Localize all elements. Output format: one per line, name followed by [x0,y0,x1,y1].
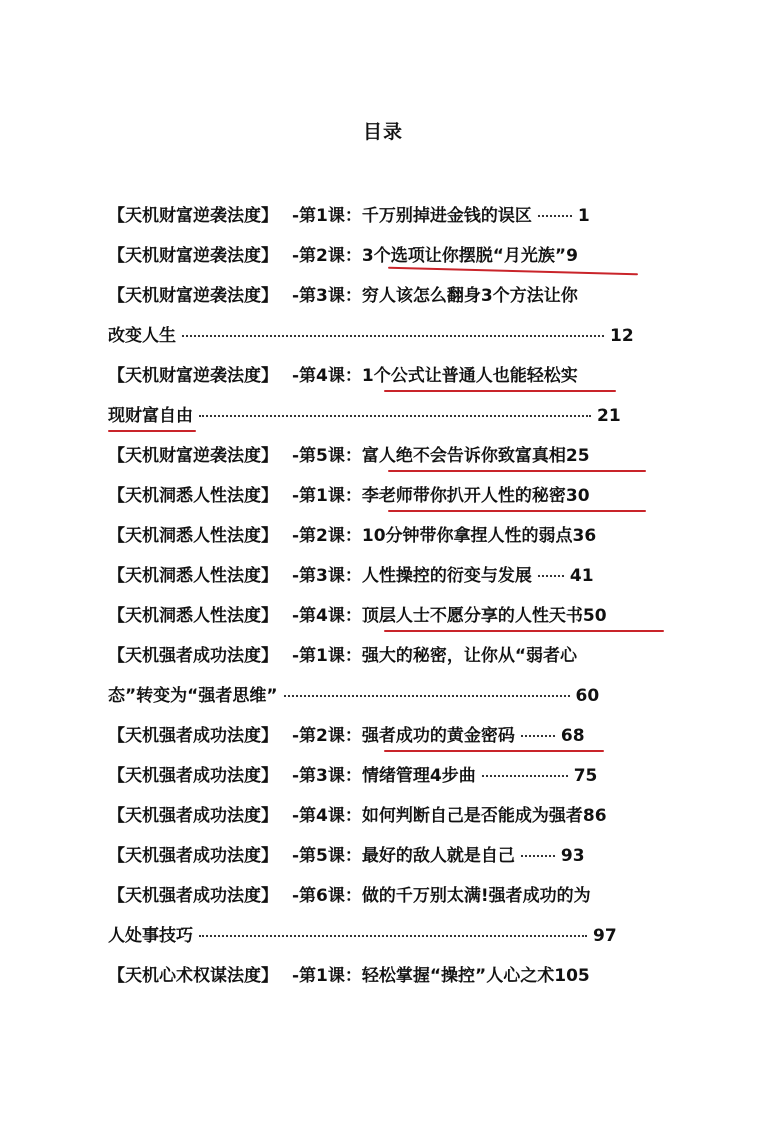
toc-entry-continuation[interactable] [108,316,668,356]
lesson-title: -第6课：做的千万别太满!强者成功的为 [292,886,591,906]
page-number: 9 [566,246,578,266]
lesson-title: -第1课：强大的秘密，让你从“弱者心 [292,646,578,666]
series-label: 【天机强者成功法度】 [108,726,278,746]
series-label: 【天机洞悉人性法度】 [108,566,278,586]
toc-entry[interactable] [108,956,668,996]
page-number: 25 [565,446,590,466]
series-label: 【天机洞悉人性法度】 [108,606,278,626]
red-underline [384,390,616,392]
series-label: 【天机财富逆袭法度】 [108,246,278,266]
page-number: 97 [593,926,617,946]
page-number: 41 [569,566,594,586]
lesson-title: -第2课：3个选项让你摆脱“月光族” [292,246,567,266]
page-number: 50 [582,606,607,626]
leader-dots [199,935,587,937]
leader-dots [538,215,572,217]
series-label: 【天机财富逆袭法度】 [108,366,278,386]
page-number: 1 [577,206,590,226]
lesson-title: -第4课：如何判断自己是否能成为强者 [292,806,583,826]
toc-entry[interactable] [108,556,668,596]
lesson-title: -第4课：1个公式让普通人也能轻松实 [292,366,578,386]
table-of-contents [108,196,668,996]
toc-entry[interactable] [108,196,668,236]
leader-dots [538,575,564,577]
red-underline [384,630,664,632]
toc-entry[interactable] [108,236,668,276]
leader-dots [182,335,604,337]
series-label: 【天机洞悉人性法度】 [108,486,278,506]
series-label: 【天机强者成功法度】 [108,646,278,666]
page-number: 21 [597,406,621,426]
lesson-title: -第1课：轻松掌握“操控”人心之术 [292,966,555,986]
lesson-title-continuation: 人处事技巧 [108,926,193,946]
series-label: 【天机心术权谋法度】 [108,966,278,986]
lesson-title: -第5课：最好的敌人就是自己 [292,846,515,866]
toc-entry[interactable] [108,796,668,836]
red-underline [388,267,638,276]
page-number: 93 [560,846,585,866]
lesson-title: -第5课：富人绝不会告诉你致富真相 [292,446,566,466]
series-label: 【天机财富逆袭法度】 [108,206,278,226]
page-title: 目录 [362,121,403,143]
toc-entry[interactable] [108,476,668,516]
red-underline [388,510,646,512]
page-number: 86 [582,806,607,826]
toc-entry[interactable] [108,276,668,316]
toc-entry[interactable] [108,836,668,876]
series-label: 【天机强者成功法度】 [108,846,278,866]
toc-entry[interactable] [108,636,668,676]
red-underline [108,430,196,432]
leader-dots [521,735,555,737]
lesson-title-continuation: 现财富自由 [108,406,193,426]
series-label: 【天机财富逆袭法度】 [108,446,278,466]
leader-dots [482,775,568,777]
lesson-title: -第3课：穷人该怎么翻身3个方法让你 [292,286,578,306]
red-underline [384,750,604,752]
page-number: 36 [572,526,597,546]
lesson-title-continuation: 态”转变为“强者思维” [108,686,278,706]
lesson-title: -第1课：千万别掉进金钱的误区 [292,206,532,226]
page-number: 75 [573,766,598,786]
toc-entry-continuation[interactable] [108,676,668,716]
toc-entry-continuation[interactable] [108,916,668,956]
lesson-title: -第2课：强者成功的黄金密码 [292,726,515,746]
lesson-title: -第2课：10分钟带你拿捏人性的弱点 [292,526,573,546]
leader-dots [199,415,591,417]
lesson-title: -第3课：情绪管理4步曲 [292,766,476,786]
toc-entry[interactable] [108,596,668,636]
leader-dots [521,855,555,857]
lesson-title: -第1课：李老师带你扒开人性的秘密 [292,486,566,506]
toc-entry[interactable] [108,436,668,476]
toc-entry[interactable] [108,756,668,796]
series-label: 【天机财富逆袭法度】 [108,286,278,306]
page-number: 12 [610,326,634,346]
lesson-title: -第3课：人性操控的衍变与发展 [292,566,532,586]
toc-entry[interactable] [108,876,668,916]
series-label: 【天机强者成功法度】 [108,766,278,786]
red-underline [388,470,646,472]
page-number: 68 [560,726,585,746]
leader-dots [284,695,570,697]
toc-entry[interactable] [108,356,668,396]
series-label: 【天机强者成功法度】 [108,886,278,906]
lesson-title-continuation: 改变人生 [108,326,176,346]
series-label: 【天机洞悉人性法度】 [108,526,278,546]
page-number: 105 [554,966,590,986]
lesson-title: -第4课：顶层人士不愿分享的人性天书 [292,606,583,626]
toc-entry-continuation[interactable] [108,396,668,436]
toc-entry[interactable] [108,516,668,556]
toc-entry[interactable] [108,716,668,756]
page-number: 30 [565,486,590,506]
page-number: 60 [575,686,600,706]
series-label: 【天机强者成功法度】 [108,806,278,826]
